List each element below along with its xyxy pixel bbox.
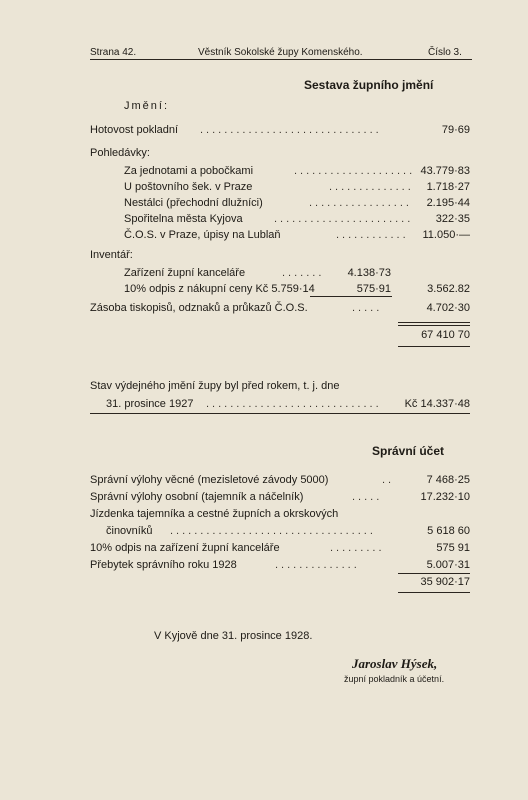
inventory-subvalue: 575·91 [356,283,391,295]
account-row [106,524,470,538]
receivable-value: 1.718·27 [426,181,470,193]
stock-value: 4.702·30 [426,302,470,314]
total-rule [398,322,470,323]
account-total-underline [398,592,470,593]
receivables-label: Pohledávky: [90,147,150,159]
assets-section-label: Jmění: [124,100,170,112]
subtotal-rule [310,296,392,297]
leader-dots: .................... [294,165,416,177]
place-date: V Kyjově dne 31. prosince 1928. [154,630,313,642]
account-label: činovníků [106,525,153,537]
header-issue-number: Číslo 3. [428,47,462,58]
header-journal-title: Věstník Sokolské župy Komenského. [198,47,363,58]
prior-rule [90,413,470,414]
signature-role: župní pokladník a účetní. [344,674,445,684]
receivable-row [124,212,470,226]
account-value: 575 91 [436,542,470,554]
receivable-label: U poštovního šek. v Praze [124,181,253,193]
receivable-label: Spořitelna města Kyjova [124,213,243,225]
leader-dots: ....................... [274,213,414,225]
account-row [90,473,470,487]
receivable-value: 2.195·44 [426,197,470,209]
leader-dots: ..... [352,302,383,314]
receivable-label: Nestálci (přechodní dlužníci) [124,197,263,209]
cash-label: Hotovost pokladní [90,124,179,136]
leader-dots: ............ [336,229,409,241]
inventory-subvalue: 4.138·73 [347,267,391,279]
leader-dots: .............. [275,559,360,571]
account-value: 5 618 60 [427,525,470,537]
account-label: 10% odpis na zařízení župní kanceláře [90,542,280,554]
leader-dots: ............................. [206,398,382,410]
account-row [90,541,470,555]
leader-dots: .............................. [200,124,382,136]
inventory-item-label: 10% odpis z nákupní ceny Kč 5.759·14 [124,283,315,295]
inventory-label: Inventář: [90,249,133,261]
account-label: Přebytek správního roku 1928 [90,559,237,571]
account-value: 17.232·10 [420,491,470,503]
leader-dots: ..... [352,491,383,503]
leader-dots: .............. [329,181,414,193]
header-page-number: Strana 42. [90,47,137,58]
assets-total: 67 410 70 [421,329,470,341]
inventory-row [124,266,470,280]
receivable-label: Za jednotami a pobočkami [124,165,254,177]
total-underline [398,346,470,347]
account-total-rule [398,573,470,574]
receivable-row [124,164,470,178]
prior-value: Kč 14.337·48 [404,398,470,410]
receivable-label: Č.O.S. v Praze, úpisy na Lublaň [124,229,281,241]
account-label: Jízdenka tajemníka a cestné župních a okrskových [90,508,339,520]
receivable-value: 43.779·83 [420,165,470,177]
stock-row [90,301,470,315]
prior-row [106,397,470,411]
total-rule [398,325,470,326]
stock-label: Zásoba tiskopisů, odznaků a průkazů Č.O.S. [90,302,308,314]
header-rule [90,59,472,60]
account-row [90,490,470,504]
account-row [90,507,470,521]
account-value: 5.007·31 [426,559,470,571]
cash-row [90,123,470,137]
leader-dots: ......... [330,542,385,554]
account-value: 7 468·25 [426,474,470,486]
leader-dots: ................. [309,197,412,209]
receivable-row [124,196,470,210]
prior-date: 31. prosince 1927 [106,398,194,410]
leader-dots: .. [382,474,395,486]
cash-value: 79·69 [441,124,470,136]
prior-line1: Stav výdejného jmění župy byl před rokem, t. j. dne [90,380,340,392]
receivable-value: 322·35 [435,213,470,225]
assets-title: Sestava župního jmění [304,78,434,92]
account-title: Správní účet [372,444,445,458]
account-label: Správní výlohy věcné (mezisletové závody 5000) [90,474,329,486]
account-total: 35 902·17 [420,576,470,588]
receivable-row [124,180,470,194]
account-label: Správní výlohy osobní (tajemník a náčelník) [90,491,304,503]
leader-dots: .................................. [170,525,376,537]
leader-dots: ....... [282,267,325,279]
inventory-item-label: Zařízení župní kanceláře [124,267,246,279]
inventory-row [124,282,470,296]
inventory-value: 3.562.82 [427,283,470,295]
signature-name: Jaroslav Hýsek, [352,656,438,671]
receivable-row [124,228,470,242]
account-row [90,558,470,572]
receivable-value: 11.050·— [422,229,470,241]
